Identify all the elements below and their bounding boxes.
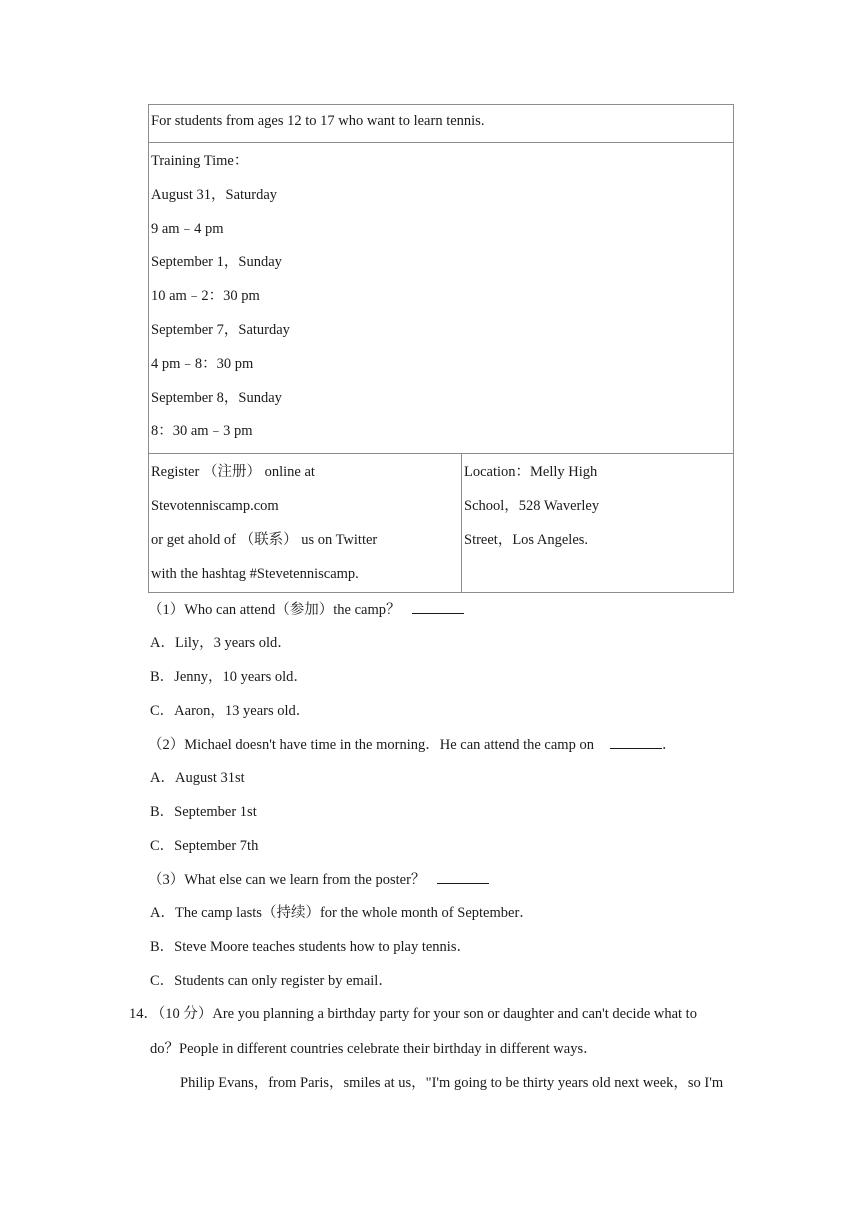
training-line: 8：30 am﹣3 pm	[151, 423, 253, 440]
location-cell	[462, 454, 734, 593]
q1-option-a: A．Lily，3 years old．	[150, 635, 292, 651]
question-3-stem: （3）What else can we learn from the poster？	[148, 872, 426, 888]
passage-14-line-2: do？People in different countries celebrate their birthday in different ways．	[150, 1041, 598, 1057]
passage-14-line-3: Philip Evans，from Paris，smiles at us，"I'm going to be thirty years old next week，so I'm	[180, 1075, 724, 1091]
q1-option-c: C．Aaron，13 years old．	[150, 703, 311, 719]
answer-blank	[437, 869, 489, 884]
question-3	[148, 869, 489, 890]
question-1	[148, 599, 464, 620]
q2-option-c: C．September 7th	[150, 838, 259, 854]
register-line: Stevotenniscamp.com	[151, 497, 279, 514]
q3-option-c: C．Students can only register by email．	[150, 973, 393, 989]
question-2-stem: （2）Michael doesn't have time in the morning．He can attend the camp on	[148, 737, 594, 753]
question-2	[148, 734, 676, 755]
training-line: September 8，Sunday	[151, 389, 282, 406]
training-line: September 7，Saturday	[151, 321, 290, 338]
location-line: Location：Melly High	[464, 464, 598, 481]
training-line: 10 am﹣2：30 pm	[151, 288, 260, 305]
location-line: Street，Los Angeles.	[464, 531, 589, 548]
training-line: September 1，Sunday	[151, 254, 282, 271]
tennis-camp-poster-table	[148, 104, 734, 593]
poster-intro-cell	[149, 105, 734, 143]
poster-intro: For students from ages 12 to 17 who want to learn tennis.	[151, 113, 485, 129]
passage-14-line-1: 14．（10 分）Are you planning a birthday party for your son or daughter and can't decide what to	[129, 1006, 697, 1022]
training-line: 9 am﹣4 pm	[151, 220, 224, 237]
location-line: School，528 Waverley	[464, 497, 600, 514]
question-2-end: ．	[661, 737, 677, 753]
register-cell	[149, 454, 462, 593]
answer-blank	[610, 734, 662, 749]
training-line: 4 pm﹣8：30 pm	[151, 355, 254, 372]
q3-option-a: A．The camp lasts（持续）for the whole month of September．	[150, 905, 534, 921]
answer-blank	[412, 599, 464, 614]
register-line: with the hashtag #Stevetenniscamp.	[151, 565, 359, 582]
training-time-cell	[149, 143, 734, 454]
training-line: August 31，Saturday	[151, 186, 278, 203]
q2-option-a: A．August 31st	[150, 770, 245, 786]
q1-option-b: B．Jenny，10 years old．	[150, 669, 308, 685]
q2-option-b: B．September 1st	[150, 804, 257, 820]
register-line: Register （注册） online at	[151, 464, 315, 481]
q3-option-b: B．Steve Moore teaches students how to play tennis．	[150, 939, 471, 955]
register-line: or get ahold of （联系） us on Twitter	[151, 531, 378, 548]
question-1-stem: （1）Who can attend（参加）the camp？	[148, 602, 401, 618]
training-line: Training Time：	[151, 153, 249, 169]
